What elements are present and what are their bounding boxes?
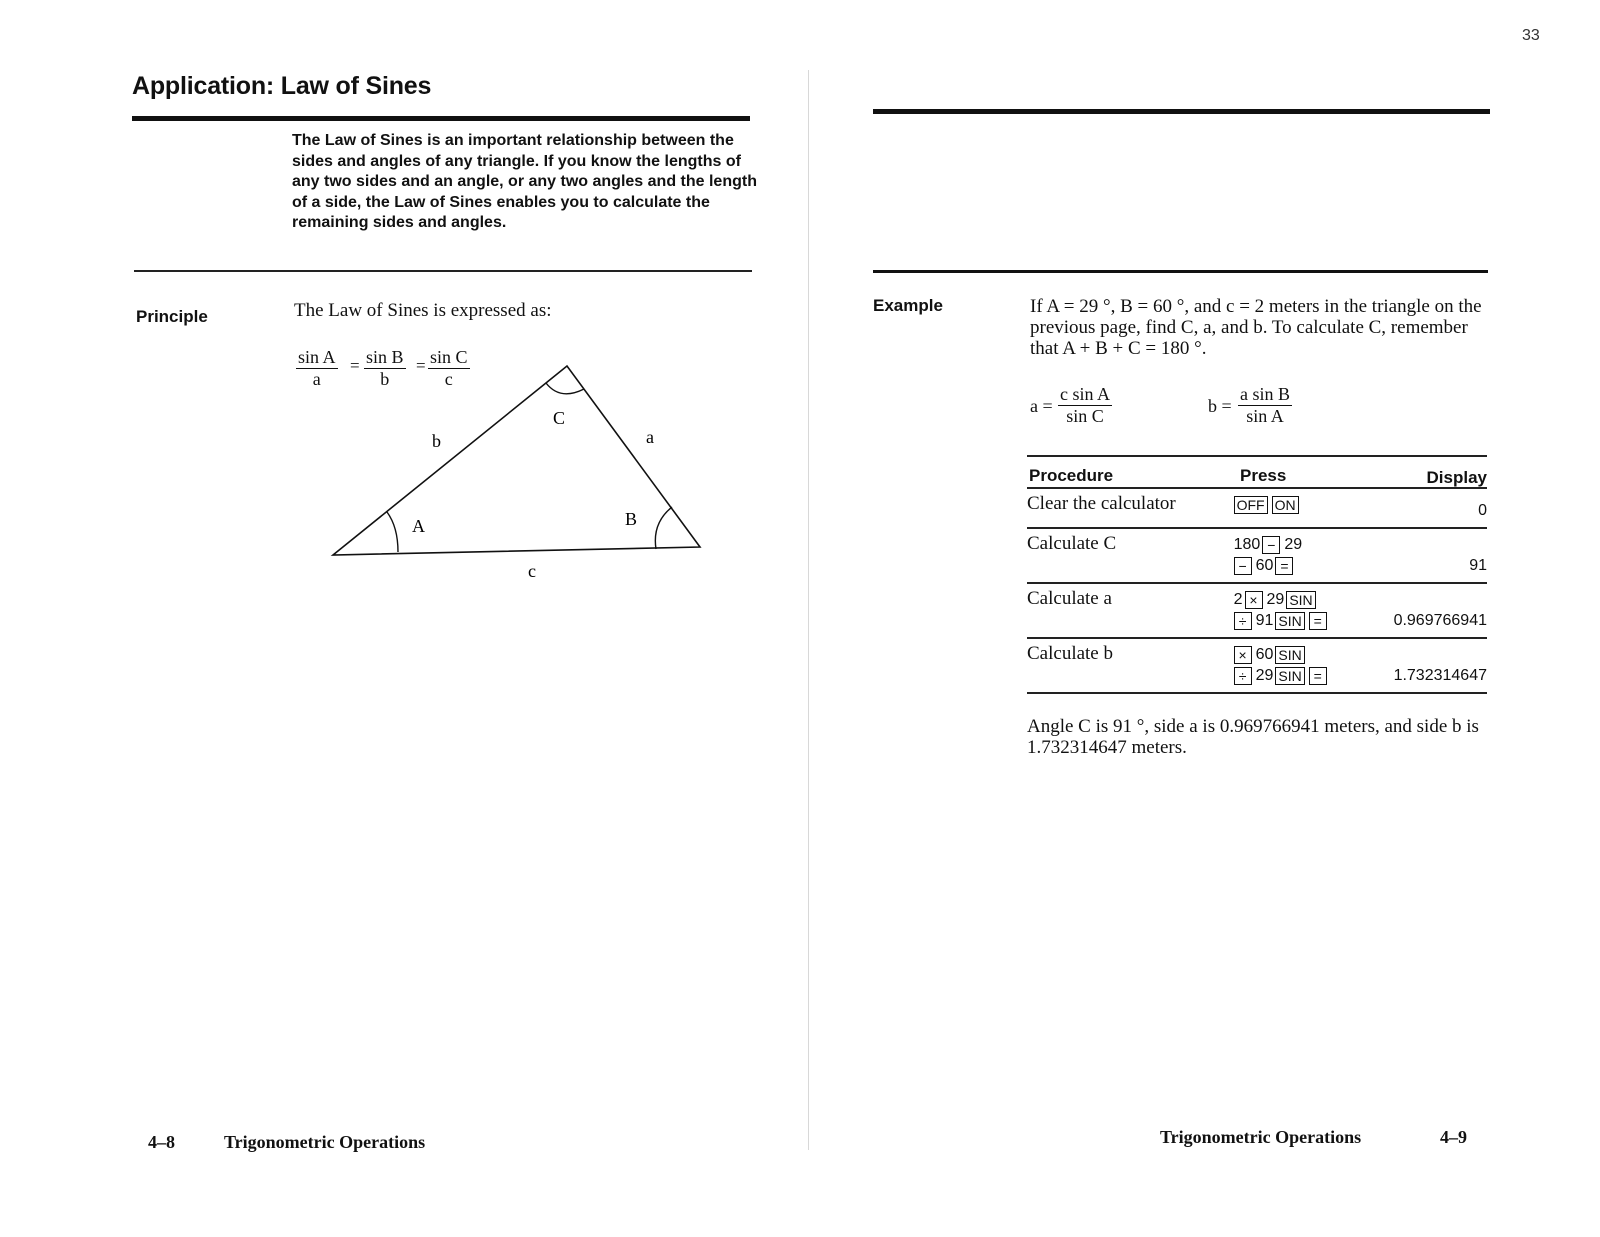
table-bottom-rule	[1027, 692, 1487, 694]
principle-label: Principle	[136, 307, 208, 326]
triangle-diagram	[320, 355, 710, 585]
page-number: 33	[1522, 27, 1540, 44]
side-label-a: a	[646, 427, 654, 447]
table-header-row	[1027, 457, 1487, 487]
calculator-key: ÷	[1234, 667, 1252, 685]
keystroke-number: 91	[1255, 612, 1274, 629]
display-cell: 91	[1469, 557, 1487, 574]
keystroke-number: 2	[1233, 591, 1243, 608]
calculator-key: =	[1309, 612, 1327, 630]
fraction-numerator: sin B	[366, 347, 404, 367]
keystroke-line	[1234, 536, 1331, 554]
column-header-display: Display	[1426, 468, 1487, 487]
procedure-cell: Clear the calculator	[1027, 493, 1176, 514]
keystroke-line	[1234, 646, 1331, 664]
keystroke-line	[1234, 591, 1331, 609]
calculator-key: ×	[1234, 646, 1252, 664]
formula-b-fraction	[1238, 384, 1292, 427]
top-rule-right	[873, 109, 1490, 114]
press-cell	[1234, 493, 1331, 523]
calculator-key: SIN	[1275, 646, 1304, 664]
fraction-denominator: sin A	[1246, 406, 1284, 426]
footer-page-number-left: 4–8	[148, 1132, 175, 1152]
angle-arc-c	[546, 383, 584, 394]
fraction-denominator: sin C	[1066, 406, 1104, 426]
calculator-key: =	[1275, 557, 1293, 575]
display-cell: 0	[1478, 502, 1487, 519]
footer-section-right: Trigonometric Operations	[1160, 1127, 1362, 1147]
table-body	[1027, 487, 1487, 694]
keystroke-number: 60	[1255, 557, 1274, 574]
table-row	[1027, 584, 1487, 637]
result-text: Angle C is 91 °, side a is 0.969766941 meters, and side b is 1.732314647 meters.	[1027, 716, 1479, 758]
table-row	[1027, 639, 1487, 692]
keystroke-number: 60	[1255, 646, 1274, 663]
angle-arc-b	[655, 507, 672, 549]
column-header-procedure: Procedure	[1029, 466, 1114, 485]
press-cell	[1234, 643, 1331, 688]
fraction-denominator: c	[444, 369, 453, 389]
side-label-c: c	[528, 561, 536, 581]
calculator-key: OFF	[1234, 496, 1268, 514]
procedure-cell: Calculate C	[1027, 533, 1117, 554]
example-text: If A = 29 °, B = 60 °, and c = 2 meters in the triangle on the previous page, find C, a, and b. To calculate C, remember that A + B + C = 180 °.	[1030, 296, 1482, 359]
intro-paragraph: The Law of Sines is an important relationship between the sides and angles of any triangle. If you know the lengths of any two sides and an angle, or any two angles and the length of a side, the Law of Sines enables you to calculate the remaining sides and angles.	[292, 132, 757, 231]
equals-sign: =	[416, 356, 426, 375]
angle-label-b: B	[625, 509, 638, 529]
keystroke-number: 180	[1233, 536, 1261, 553]
keystroke-number: 29	[1255, 667, 1274, 684]
calculator-key: −	[1234, 557, 1252, 575]
keystroke-line	[1234, 496, 1331, 514]
fraction-numerator: c sin A	[1060, 384, 1111, 404]
fraction-denominator: a	[312, 369, 321, 389]
principle-text: The Law of Sines is expressed as:	[294, 300, 552, 321]
procedure-cell: Calculate b	[1027, 643, 1113, 664]
table-row	[1027, 529, 1487, 582]
keystroke-number: 29	[1284, 536, 1303, 553]
formula-b-lhs: b =	[1208, 396, 1232, 416]
column-header-press: Press	[1240, 466, 1287, 485]
keystroke-number: 29	[1266, 591, 1285, 608]
angle-label-c: C	[553, 408, 566, 428]
press-cell	[1234, 588, 1331, 633]
section-divider-left	[134, 270, 752, 272]
keystroke-line	[1234, 612, 1331, 630]
section-divider-right	[873, 270, 1488, 273]
equals-sign: =	[350, 356, 360, 375]
table-row	[1027, 489, 1487, 527]
fraction-denominator: b	[380, 369, 390, 389]
side-label-b: b	[432, 431, 441, 451]
calculator-key: SIN	[1275, 667, 1304, 685]
page-title: Application: Law of Sines	[132, 72, 432, 100]
calculator-key: ON	[1272, 496, 1299, 514]
calculator-key: SIN	[1286, 591, 1315, 609]
keystroke-line	[1234, 557, 1331, 575]
angle-arc-a	[387, 512, 398, 552]
page-gutter	[808, 70, 809, 1150]
fraction-numerator: sin A	[298, 347, 336, 367]
title-rule	[132, 116, 750, 121]
press-cell	[1234, 533, 1331, 578]
procedure-table	[1027, 455, 1487, 694]
formula-a-fraction	[1058, 384, 1112, 427]
keystroke-line	[1234, 667, 1331, 685]
formula-a-lhs: a =	[1030, 396, 1053, 416]
footer-section-left: Trigonometric Operations	[224, 1132, 426, 1152]
calculator-key: ×	[1245, 591, 1263, 609]
triangle-outline	[333, 366, 700, 555]
procedure-cell: Calculate a	[1027, 588, 1112, 609]
example-label: Example	[873, 296, 943, 315]
fraction-numerator: sin C	[430, 347, 468, 367]
angle-label-a: A	[412, 516, 425, 536]
calculator-key: =	[1309, 667, 1327, 685]
calculator-key: ÷	[1234, 612, 1252, 630]
calculator-key: SIN	[1275, 612, 1304, 630]
display-cell: 1.732314647	[1393, 667, 1487, 684]
footer-page-number-right: 4–9	[1440, 1127, 1467, 1147]
fraction-numerator: a sin B	[1240, 384, 1291, 404]
calculator-key: −	[1262, 536, 1280, 554]
display-cell: 0.969766941	[1393, 612, 1487, 629]
